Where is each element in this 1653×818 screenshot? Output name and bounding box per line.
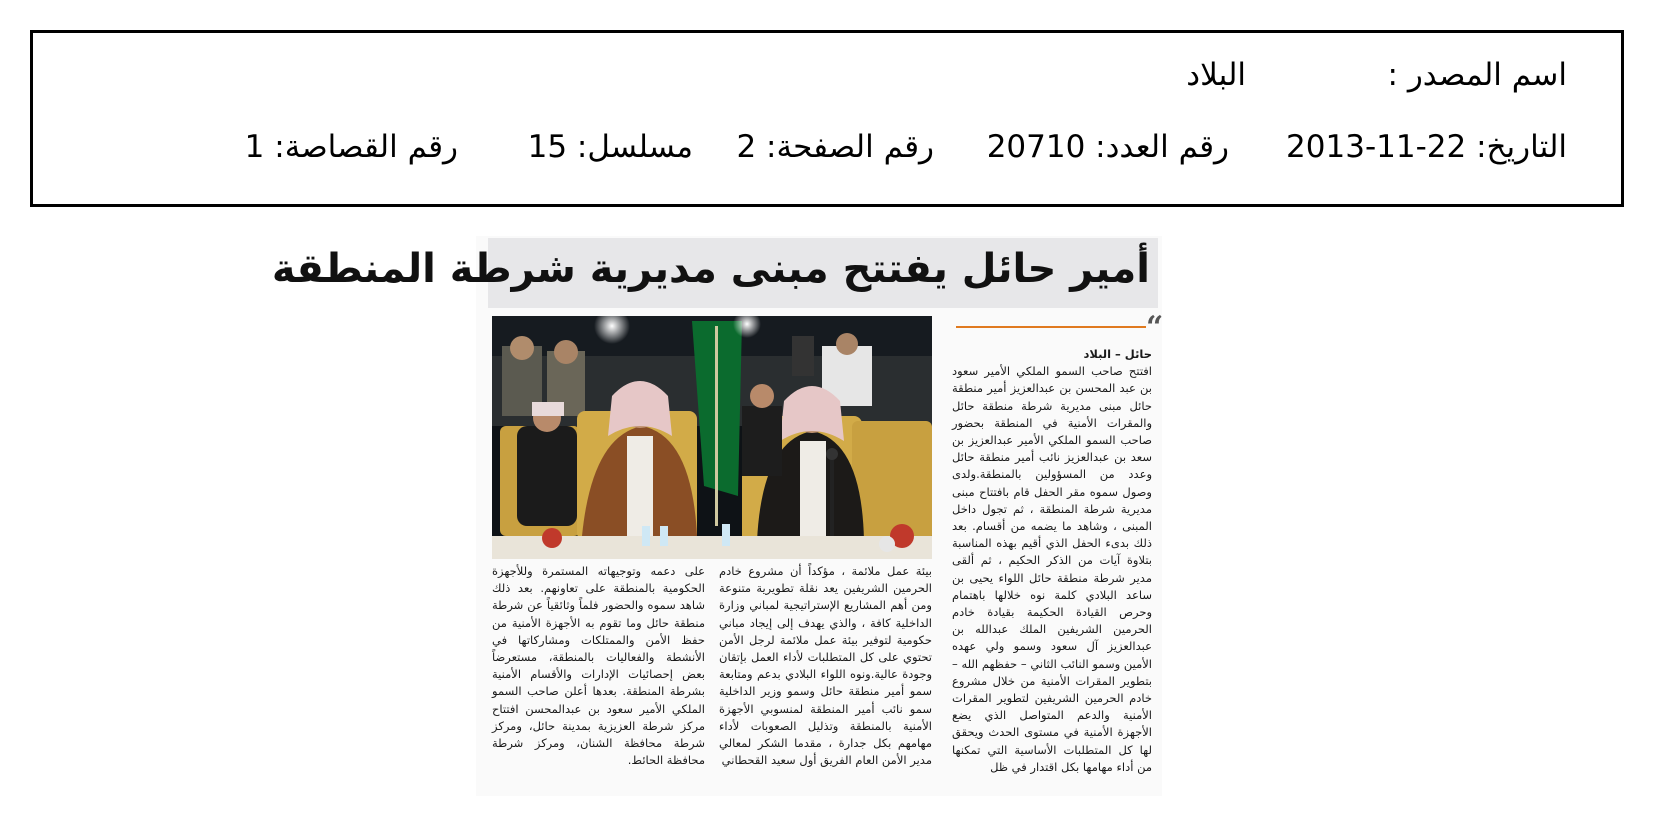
article-column-3 xyxy=(492,563,705,788)
event-photo xyxy=(492,316,932,559)
source-label: اسم المصدر : xyxy=(1387,57,1567,93)
date-label: التاريخ: 22-11-2013 xyxy=(1286,129,1567,165)
issue-label: رقم العدد: 20710 xyxy=(986,129,1229,165)
accent-divider xyxy=(956,326,1146,328)
article-column-1-text: افتتح صاحب السمو الملكي الأمير سعود بن عبد المحسن بن عبدالعزيز أمير منطقة حائل مبنى مديرية شرطة منطقة حائل والمقرات الأمنية في المنطقة بحضور صاحب السمو الملكي الأمير عبدالعزيز بن سعد بن عبدالعزيز نائب أمير منطقة حائل وعدد من المسؤولين بالمنطقة.ولدى وصول سموه مقر الحفل قام بافتتاح مبنى مديرية شرطة المنطقة ، ثم تجول داخل المبنى ، وشاهد ما يضمه من أقسام. بعد ذلك بدىء الحفل الذي أقيم بهذه المناسبة بتلاوة آيات من الذكر الحكيم ، ثم ألقى مدير شرطة منطقة حائل اللواء يحيى بن ساعد البلادي كلمة نوه خلالها باهتمام وحرص القيادة الحكيمة بقيادة خادم الحرمين الشريفين الملك عبدالله بن عبدالعزيز آل سعود وسمو ولي عهده الأمين وسمو النائب الثاني – حفظهم الله – بتطوير المقرات الأمنية من خلال مشروع خادم الحرمين الشريفين لتطوير المقرات الأمنية والدعم المتواصل الذي يضع الأجهزة الأمنية في مستوى الحدث ويحقق لها كل المتطلبات الأساسية التي تمكنها من أداء مهامها بكل اقتدار في ظل xyxy=(952,364,1152,774)
article-headline: أمير حائل يفتتح مبنى مديرية شرطة المنطقة xyxy=(271,246,1150,292)
article-dateline: حائل – البلاد xyxy=(1083,347,1152,361)
metadata-box xyxy=(30,30,1624,207)
serial-label: مسلسل: 15 xyxy=(527,129,693,165)
clip-label: رقم القصاصة: 1 xyxy=(244,129,458,165)
article-column-2 xyxy=(719,563,932,788)
page-label: رقم الصفحة: 2 xyxy=(736,129,934,165)
quote-mark-icon: “ xyxy=(1146,310,1164,345)
headline-bar xyxy=(271,238,1158,308)
event-photo-illustration xyxy=(492,316,932,559)
source-value: البلاد xyxy=(1186,57,1246,93)
article-column-2-text: بيئة عمل ملائمة ، مؤكداً أن مشروع خادم الحرمين الشريفين يعد نقلة تطويرية متنوعة ومن أهم المشاريع الإستراتيجية لمباني وزارة الداخلية كافة ، والذي يهدف إلى إيجاد مباني حكومية لتوفير بيئة عمل ملائمة لرجل الأمن تحتوي على كل المتطلبات لأداء العمل بإتقان وجودة عالية.ونوه اللواء البلادي بدعم ومتابعة سمو أمير منطقة حائل وسمو وزير الداخلية سمو نائب أمير المنطقة لمنسوبي الأجهزة الأمنية بالمنطقة وتذليل الصعوبات لأداء مهامهم بكل جدارة ، مقدما الشكر لمعالي مدير الأمن العام الفريق أول سعيد القحطاني xyxy=(719,564,932,768)
newspaper-clipping xyxy=(271,236,1164,796)
article-column-3-text: على دعمه وتوجيهاته المستمرة وللأجهزة الحكومية بالمنطقة على تعاونهم. بعد ذلك شاهد سموه والحضور فلماً وثائقياً عن شرطة منطقة حائل وما تقوم به الأجهزة الأمنية من حفظ الأمن والممتلكات ومشاركاتها في الأنشطة والفعاليات بالمنطقة، مستعرضاً بعض إحصائيات الإدارات والأقسام الأمنية بشرطة المنطقة. بعدها أعلن صاحب السمو الملكي الأمير سعود بن عبدالمحسن افتتاح مركز شرطة العزيزية بمدينة حائل، ومركز شرطة محافظة الشنان، ومركز شرطة محافظة الحائط. xyxy=(492,564,705,768)
article-column-1 xyxy=(952,346,1152,786)
